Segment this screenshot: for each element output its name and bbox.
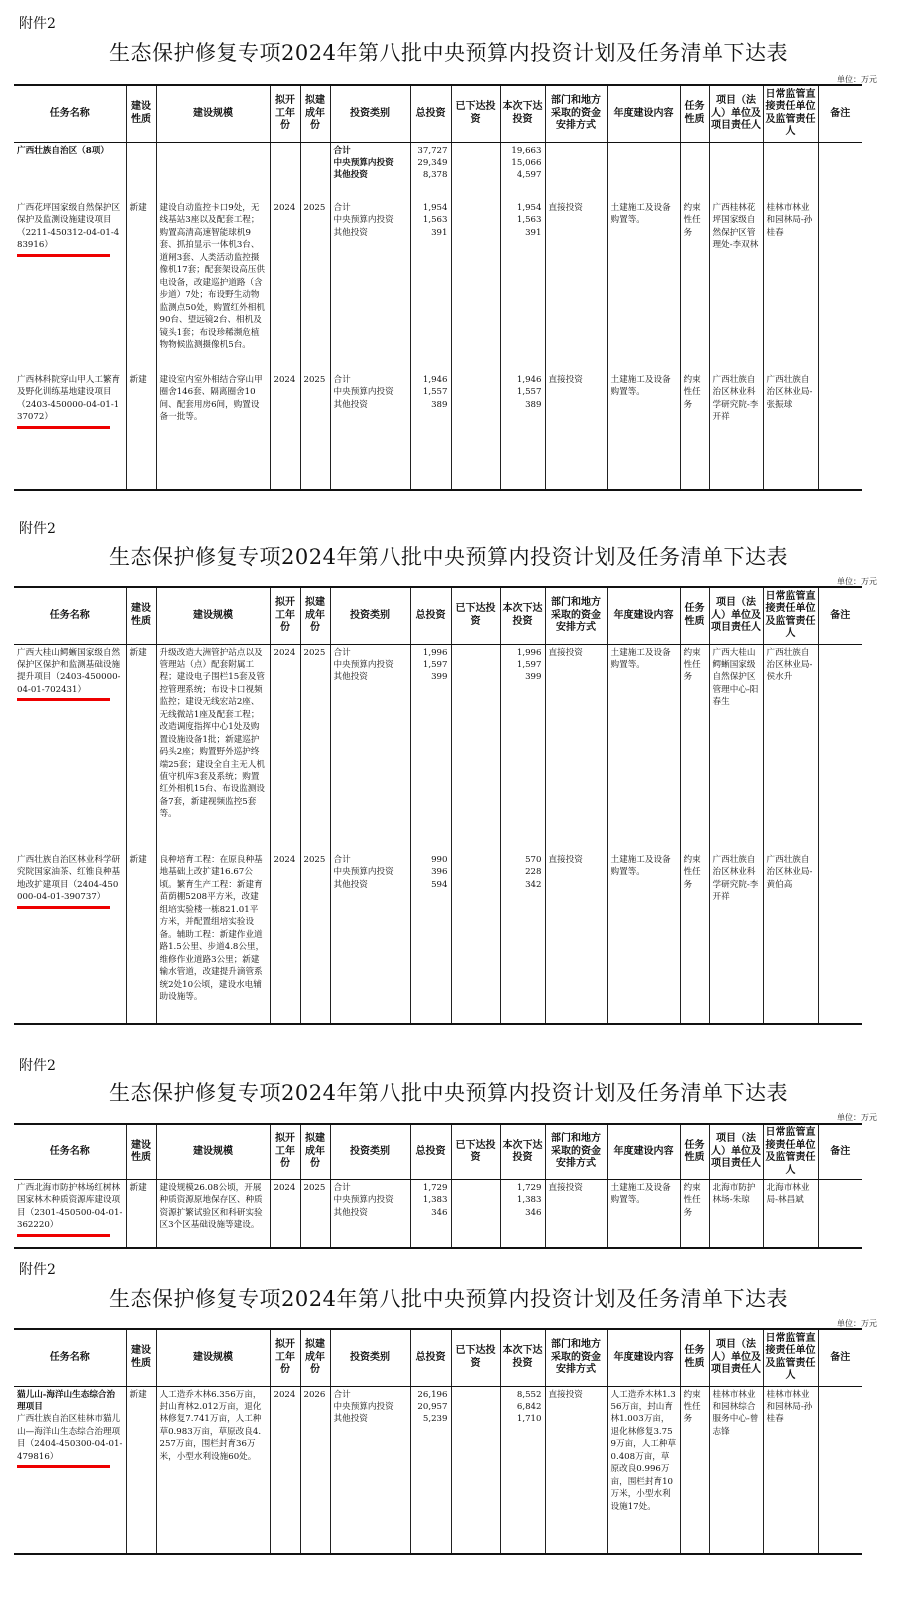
attachment-label: 附件2 <box>19 1058 56 1074</box>
unit-label: 单位：万元 <box>837 1319 877 1328</box>
inv-type: 合计 <box>333 1183 351 1193</box>
total-value: 29,349 <box>417 157 448 168</box>
header-issued: 已下达投资 <box>451 1124 500 1180</box>
remark <box>818 1386 862 1554</box>
current-value: 570 <box>525 855 542 865</box>
legal-unit: 桂林市林业和园林综合服务中心-曾志锋 <box>709 1386 763 1554</box>
start-year: 2024 <box>270 372 300 490</box>
header-method: 部门和地方采取的资金安排方式 <box>545 587 607 644</box>
start-year: 2024 <box>270 200 300 372</box>
task-nature: 约束性任务 <box>680 644 709 852</box>
header-current: 本次下达投资 <box>500 587 545 644</box>
total-value: 594 <box>431 879 448 890</box>
current-value: 15,066 <box>511 157 542 168</box>
header-start: 拟开工年份 <box>270 1124 300 1180</box>
inv-type: 合计 <box>333 375 351 385</box>
current-value: 1,597 <box>516 659 542 670</box>
total-value: 1,954 <box>422 203 448 213</box>
task-nature: 约束性任务 <box>680 372 709 490</box>
header-remark: 备注 <box>818 1124 862 1180</box>
current-value: 6,842 <box>516 1401 542 1412</box>
current-value: 1,383 <box>516 1195 542 1206</box>
build-nature: 新建 <box>126 644 156 852</box>
header-start: 拟开工年份 <box>270 85 300 142</box>
header-task: 任务名称 <box>14 1124 126 1180</box>
red-underline <box>17 426 110 429</box>
task-name: 广西林科院穿山甲人工繁育及野化训练基地建设项目（2403-450000-04-01-137072） <box>17 375 121 423</box>
total-value: 396 <box>431 867 448 878</box>
total-value: 26,196 <box>417 1389 448 1400</box>
header-current: 本次下达投资 <box>500 85 545 142</box>
header-supervisor: 日常监管直接责任单位及监管责任人 <box>763 1124 818 1180</box>
inv-type: 其他投资 <box>333 399 368 410</box>
fund-method: 直接投资 <box>545 1386 607 1554</box>
inv-type: 中央预算内投资 <box>333 867 394 878</box>
total-value: 399 <box>431 672 448 683</box>
header-start: 拟开工年份 <box>270 1329 300 1386</box>
red-underline <box>17 1465 110 1468</box>
header-finish: 拟建成年份 <box>300 1329 330 1386</box>
annual-content: 人工造乔木林1.356万亩，封山育林1.003万亩，退化林修复3.759万亩，人工种草0.408万亩，草原改良0.996万亩，围栏封育10万米，小型水利设施17处。 <box>607 1386 680 1554</box>
build-scale: 建设自动监控卡口9处，无线基站3座以及配套工程；购置高清高速智能球机9套、抓拍显示一体机3台、道闸3套、人类活动监控摄像机17套；配套架设高压供电设备，改建巡护道路（含步道）7处；布设野生动物监测点50处，购置红外相机90台、望远镜2台、相机及镜头1套；布设珍稀濒危植物物候监测摄像机5台。 <box>156 200 270 372</box>
total-value: 1,597 <box>422 659 448 670</box>
inv-type: 其他投资 <box>333 170 368 181</box>
remark <box>818 1180 862 1248</box>
task-name: 广西花坪国家级自然保护区保护及监测设施建设项目（2211-450312-04-01-483916） <box>17 203 121 251</box>
inv-type: 其他投资 <box>333 227 368 238</box>
header-remark: 备注 <box>818 587 862 644</box>
page-title: 生态保护修复专项2024年第八批中央预算内投资计划及任务清单下达表 <box>109 1287 788 1311</box>
header-nature: 建设性质 <box>126 1124 156 1180</box>
header-nature: 建设性质 <box>126 85 156 142</box>
header-supervisor: 日常监管直接责任单位及监管责任人 <box>763 85 818 142</box>
investment-table <box>14 84 862 491</box>
header-tasknature: 任务性质 <box>680 85 709 142</box>
header-issued: 已下达投资 <box>451 1329 500 1386</box>
table-row <box>14 200 862 372</box>
supervisor-unit: 广西壮族自治区林业局-张振球 <box>763 372 818 490</box>
annual-content: 土建施工及设备购置等。 <box>607 644 680 852</box>
inv-type: 中央预算内投资 <box>333 1195 394 1206</box>
current-value: 1,557 <box>516 387 542 398</box>
inv-type: 其他投资 <box>333 1414 368 1425</box>
fund-method: 直接投资 <box>545 1180 607 1248</box>
total-value: 391 <box>431 227 448 238</box>
unit-label: 单位：万元 <box>837 1113 877 1122</box>
inv-type: 中央预算内投资 <box>333 659 394 670</box>
total-value: 1,383 <box>422 1195 448 1206</box>
fund-method: 直接投资 <box>545 852 607 1024</box>
header-remark: 备注 <box>818 85 862 142</box>
annual-content: 土建施工及设备购置等。 <box>607 1180 680 1248</box>
build-nature: 新建 <box>126 372 156 490</box>
legal-unit: 广西大桂山鳄蜥国家级自然保护区管理中心-阳春生 <box>709 644 763 852</box>
build-nature: 新建 <box>126 1180 156 1248</box>
red-underline <box>17 698 110 701</box>
inv-type: 合计 <box>333 1389 351 1400</box>
finish-year: 2025 <box>300 852 330 1024</box>
finish-year: 2025 <box>300 372 330 490</box>
header-invtype: 投资类别 <box>330 85 410 142</box>
table-row <box>14 1386 862 1554</box>
header-invtype: 投资类别 <box>330 1124 410 1180</box>
fund-method: 直接投资 <box>545 644 607 852</box>
total-value: 20,957 <box>417 1401 448 1412</box>
header-tasknature: 任务性质 <box>680 1124 709 1180</box>
current-value: 4,597 <box>516 170 542 181</box>
total-value: 1,946 <box>422 375 448 385</box>
header-task: 任务名称 <box>14 85 126 142</box>
annual-content: 土建施工及设备购置等。 <box>607 200 680 372</box>
unit-label: 单位：万元 <box>837 577 877 586</box>
inv-type: 中央预算内投资 <box>333 1401 394 1412</box>
build-nature: 新建 <box>126 200 156 372</box>
header-method: 部门和地方采取的资金安排方式 <box>545 1329 607 1386</box>
fund-method: 直接投资 <box>545 200 607 372</box>
header-tasknature: 任务性质 <box>680 587 709 644</box>
investment-table <box>14 1328 862 1555</box>
current-value: 8,552 <box>516 1389 542 1400</box>
attachment-label: 附件2 <box>19 1262 56 1278</box>
header-total: 总投资 <box>410 85 451 142</box>
annual-content: 土建施工及设备购置等。 <box>607 372 680 490</box>
header-annual: 年度建设内容 <box>607 587 680 644</box>
finish-year: 2025 <box>300 200 330 372</box>
current-value: 1,946 <box>516 375 542 385</box>
finish-year: 2026 <box>300 1386 330 1554</box>
inv-type: 合计 <box>333 647 351 658</box>
header-start: 拟开工年份 <box>270 587 300 644</box>
current-value: 1,710 <box>516 1414 542 1425</box>
header-scale: 建设规模 <box>156 1329 270 1386</box>
inv-type: 合计 <box>333 145 351 156</box>
header-nature: 建设性质 <box>126 587 156 644</box>
header-supervisor: 日常监管直接责任单位及监管责任人 <box>763 587 818 644</box>
total-value: 346 <box>431 1207 448 1218</box>
region-row <box>14 142 862 200</box>
current-value: 1,563 <box>516 215 542 226</box>
header-tasknature: 任务性质 <box>680 1329 709 1386</box>
annual-content: 土建施工及设备购置等。 <box>607 852 680 1024</box>
task-nature: 约束性任务 <box>680 1386 709 1554</box>
red-underline <box>17 1234 110 1237</box>
header-row <box>14 587 862 644</box>
current-value: 391 <box>525 227 542 238</box>
build-scale: 良种培育工程：在原良种基地基础上改扩建16.67公顷。繁育生产工程：新建育苗荫棚5208平方米，改建组培实验楼一栋821.01平方米，并配置组培实验设备。辅助工程：新建作业道路1.5公里、步道4.8公里，维修作业道路3公里；新建输水管道，改建提升滴管系统2处10公顷，建设水电辅助设施等。 <box>156 852 270 1024</box>
header-row <box>14 1329 862 1386</box>
remark <box>818 200 862 372</box>
remark <box>818 644 862 852</box>
total-value: 1,557 <box>422 387 448 398</box>
inv-type: 中央预算内投资 <box>333 387 394 398</box>
legal-unit: 北海市防护林场-朱琼 <box>709 1180 763 1248</box>
red-underline <box>17 254 110 257</box>
header-finish: 拟建成年份 <box>300 85 330 142</box>
red-underline <box>17 906 110 909</box>
legal-unit: 广西桂林花坪国家级自然保护区管理处-李双林 <box>709 200 763 372</box>
header-current: 本次下达投资 <box>500 1124 545 1180</box>
task-name: 广西壮族自治区桂林市猫儿山—海洋山生态综合治理项目（2404-450300-04-01-479816） <box>17 1414 123 1462</box>
fund-method: 直接投资 <box>545 372 607 490</box>
current-value: 1,729 <box>516 1183 542 1193</box>
header-nature: 建设性质 <box>126 1329 156 1386</box>
attachment-label: 附件2 <box>19 521 56 537</box>
header-row <box>14 1124 862 1180</box>
build-scale: 人工造乔木林6.356万亩，封山育林2.012万亩，退化林修复7.741万亩，人工种草0.983万亩，草原改良4.257万亩，围栏封育36万米，小型水利设施60处。 <box>156 1386 270 1554</box>
page-title: 生态保护修复专项2024年第八批中央预算内投资计划及任务清单下达表 <box>109 1081 788 1105</box>
header-supervisor: 日常监管直接责任单位及监管责任人 <box>763 1329 818 1386</box>
investment-table <box>14 586 862 1025</box>
header-scale: 建设规模 <box>156 587 270 644</box>
investment-table <box>14 1123 862 1249</box>
current-value: 346 <box>525 1207 542 1218</box>
header-method: 部门和地方采取的资金安排方式 <box>545 1124 607 1180</box>
group-name: 猫儿山-海洋山生态综合治理项目 <box>17 1389 116 1412</box>
table-row <box>14 644 862 852</box>
supervisor-unit: 广西壮族自治区林业局-黄伯高 <box>763 852 818 1024</box>
build-nature: 新建 <box>126 852 156 1024</box>
task-name: 广西壮族自治区林业科学研究院国家油茶、红锥良种基地改扩建项目（2404-450000-04-01-390737） <box>17 855 121 903</box>
current-value: 1,954 <box>516 203 542 213</box>
unit-label: 单位：万元 <box>837 75 877 84</box>
total-value: 1,563 <box>422 215 448 226</box>
header-invtype: 投资类别 <box>330 1329 410 1386</box>
start-year: 2024 <box>270 852 300 1024</box>
task-name: 广西北海市防护林场红树林国家林木种质资源库建设项目（2301-450500-04-01-362220） <box>17 1183 123 1231</box>
current-value: 389 <box>525 399 542 410</box>
table-row <box>14 1180 862 1248</box>
table-row <box>14 852 862 1024</box>
inv-type: 其他投资 <box>333 879 368 890</box>
start-year: 2024 <box>270 1386 300 1554</box>
finish-year: 2025 <box>300 1180 330 1248</box>
finish-year: 2025 <box>300 644 330 852</box>
header-task: 任务名称 <box>14 587 126 644</box>
header-total: 总投资 <box>410 587 451 644</box>
header-issued: 已下达投资 <box>451 587 500 644</box>
header-scale: 建设规模 <box>156 1124 270 1180</box>
current-value: 399 <box>525 672 542 683</box>
current-value: 228 <box>525 867 542 878</box>
header-invtype: 投资类别 <box>330 587 410 644</box>
total-value: 990 <box>431 855 448 865</box>
header-remark: 备注 <box>818 1329 862 1386</box>
build-scale: 建设规模26.08公顷，开展种质资源原地保存区、种质资源扩繁试验区和科研实验区3个区基础设施等建设。 <box>156 1180 270 1248</box>
inv-type: 合计 <box>333 203 351 213</box>
inv-type: 其他投资 <box>333 672 368 683</box>
inv-type: 其他投资 <box>333 1207 368 1218</box>
header-total: 总投资 <box>410 1124 451 1180</box>
supervisor-unit: 广西壮族自治区林业局-侯水升 <box>763 644 818 852</box>
current-value: 19,663 <box>511 145 542 156</box>
remark <box>818 852 862 1024</box>
attachment-label: 附件2 <box>19 16 56 32</box>
header-finish: 拟建成年份 <box>300 1124 330 1180</box>
region-name: 广西壮族自治区（8项） <box>14 142 126 200</box>
header-total: 总投资 <box>410 1329 451 1386</box>
total-value: 389 <box>431 399 448 410</box>
task-name: 广西大桂山鳄蜥国家级自然保护区保护和监测基础设施提升项目（2403-450000-04-01-702431） <box>17 647 121 695</box>
table-row <box>14 372 862 490</box>
build-nature: 新建 <box>126 1386 156 1554</box>
build-scale: 建设室内室外相结合穿山甲圈舍146套、隔离圈舍10间、配套用房6间，购置设备一批等。 <box>156 372 270 490</box>
header-issued: 已下达投资 <box>451 85 500 142</box>
task-nature: 约束性任务 <box>680 852 709 1024</box>
build-scale: 升级改造大洲管护站点以及管理站（点）配套附属工程；建设电子围栏15套及管控管理系统；布设卡口视频监控；建设无线宏站2座、无线微站1座及配套工程；改造调度指挥中心1处及购置设施设备1批；新建巡护码头2座；购置野外巡护终端25套；建设全自主无人机值守机库3套及系统；购置红外相机15台、布设监测设备7套，新建视频监控5套等。 <box>156 644 270 852</box>
header-annual: 年度建设内容 <box>607 85 680 142</box>
current-value: 342 <box>525 879 542 890</box>
page-title: 生态保护修复专项2024年第八批中央预算内投资计划及任务清单下达表 <box>109 41 788 65</box>
page-title: 生态保护修复专项2024年第八批中央预算内投资计划及任务清单下达表 <box>109 545 788 569</box>
header-legal: 项目（法人）单位及项目责任人 <box>709 1124 763 1180</box>
start-year: 2024 <box>270 644 300 852</box>
task-nature: 约束性任务 <box>680 200 709 372</box>
header-annual: 年度建设内容 <box>607 1329 680 1386</box>
start-year: 2024 <box>270 1180 300 1248</box>
supervisor-unit: 桂林市林业和园林局-孙桂春 <box>763 200 818 372</box>
inv-type: 合计 <box>333 855 351 865</box>
legal-unit: 广西壮族自治区林业科学研究院-李开祥 <box>709 852 763 1024</box>
header-method: 部门和地方采取的资金安排方式 <box>545 85 607 142</box>
remark <box>818 372 862 490</box>
supervisor-unit: 北海市林业局-林昌斌 <box>763 1180 818 1248</box>
current-value: 1,996 <box>516 647 542 658</box>
task-nature: 约束性任务 <box>680 1180 709 1248</box>
header-row <box>14 85 862 142</box>
header-task: 任务名称 <box>14 1329 126 1386</box>
header-finish: 拟建成年份 <box>300 587 330 644</box>
total-value: 37,727 <box>417 145 448 156</box>
header-legal: 项目（法人）单位及项目责任人 <box>709 587 763 644</box>
header-scale: 建设规模 <box>156 85 270 142</box>
header-legal: 项目（法人）单位及项目责任人 <box>709 85 763 142</box>
total-value: 1,996 <box>422 647 448 658</box>
header-annual: 年度建设内容 <box>607 1124 680 1180</box>
total-value: 5,239 <box>422 1414 448 1425</box>
inv-type: 中央预算内投资 <box>333 215 394 226</box>
header-legal: 项目（法人）单位及项目责任人 <box>709 1329 763 1386</box>
inv-type: 中央预算内投资 <box>333 157 394 168</box>
supervisor-unit: 桂林市林业和园林局-孙桂春 <box>763 1386 818 1554</box>
header-current: 本次下达投资 <box>500 1329 545 1386</box>
legal-unit: 广西壮族自治区林业科学研究院-李开祥 <box>709 372 763 490</box>
total-value: 1,729 <box>422 1183 448 1193</box>
total-value: 8,378 <box>422 170 448 181</box>
